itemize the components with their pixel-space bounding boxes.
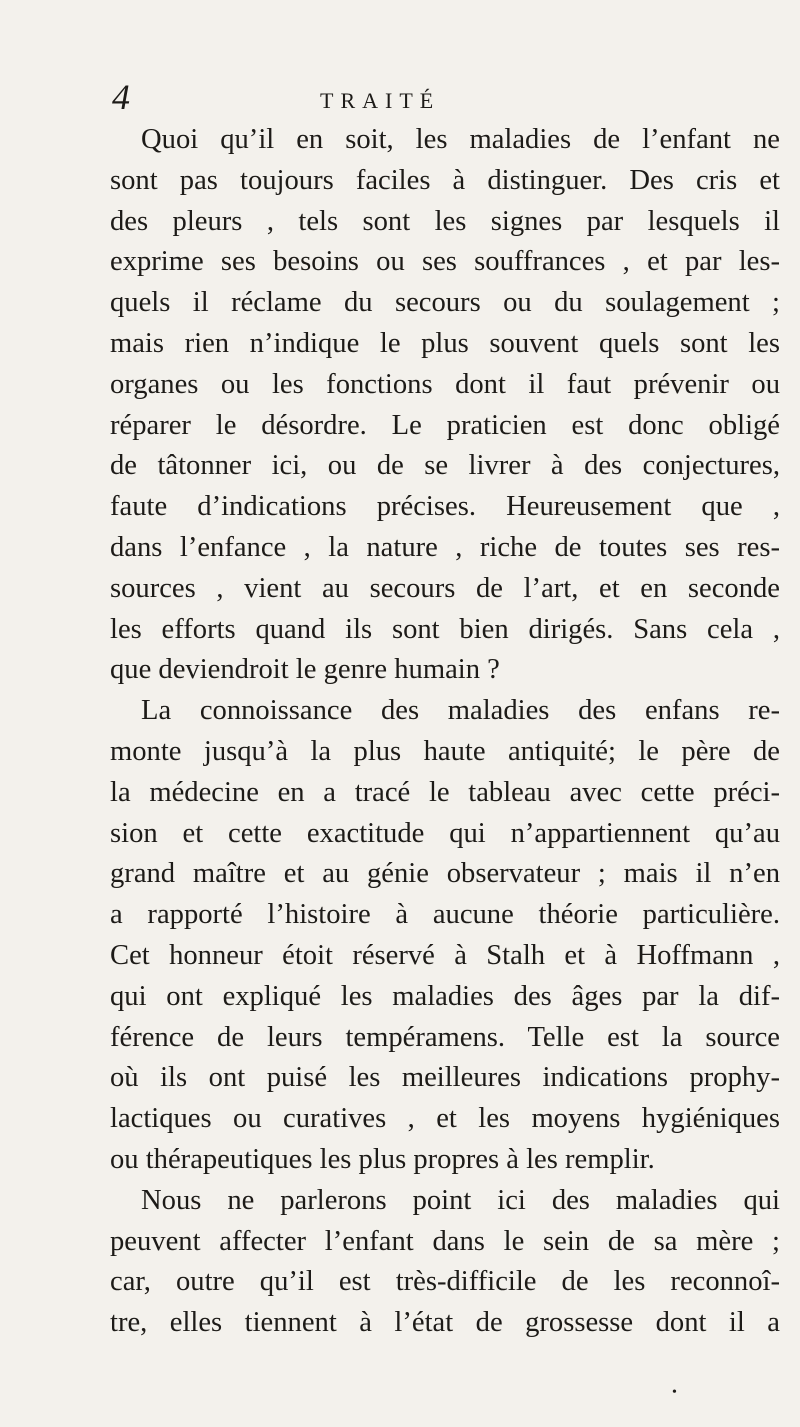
text-line: dans l’enfance , la nature , riche de toutes ses res- <box>110 531 780 563</box>
text-line: ou thérapeutiques les plus propres à les remplir. <box>110 1143 655 1175</box>
text-line: peuvent affecter l’enfant dans le sein de sa mère ; <box>110 1225 780 1257</box>
text-line: sources , vient au secours de l’art, et en seconde <box>110 572 780 604</box>
text-line: La connoissance des maladies des enfans re- <box>141 695 780 727</box>
text-line: où ils ont puisé les meilleures indications prophy- <box>110 1062 780 1094</box>
text-line: exprime ses besoins ou ses souffrances , et par les- <box>110 246 780 278</box>
text-line: réparer le désordre. Le praticien est donc obligé <box>110 409 780 441</box>
text-line: sion et cette exactitude qui n’appartiennent qu’au <box>110 817 780 849</box>
running-title: TRAITÉ <box>320 88 441 113</box>
text-line: Nous ne parlerons point ici des maladies qui <box>141 1184 780 1216</box>
text-line: mais rien n’indique le plus souvent quels sont les <box>110 327 780 359</box>
page-header <box>112 77 632 122</box>
text-line: que deviendroit le genre humain ? <box>110 654 500 686</box>
text-line: férence de leurs tempéramens. Telle est la source <box>110 1021 780 1053</box>
text-line: Quoi qu’il en soit, les maladies de l’enfant ne <box>141 124 780 155</box>
text-line: sont pas toujours faciles à distinguer. Des cris et <box>110 164 780 196</box>
printer-mark: • <box>672 1385 677 1400</box>
text-line: la médecine en a tracé le tableau avec cette préci- <box>110 776 780 808</box>
text-line: de tâtonner ici, ou de se livrer à des conjectures, <box>110 450 780 482</box>
text-line: tre, elles tiennent à l’état de grossesse dont il a <box>110 1307 780 1339</box>
text-line: quels il réclame du secours ou du soulagement ; <box>110 287 780 319</box>
text-line: des pleurs , tels sont les signes par lesquels il <box>110 205 780 237</box>
text-line: faute d’indications précises. Heureusement que , <box>110 491 780 523</box>
text-line: monte jusqu’à la plus haute antiquité; le père de <box>110 735 780 767</box>
body-text <box>110 120 780 1344</box>
text-line: qui ont expliqué les maladies des âges par la dif- <box>110 980 780 1012</box>
text-line: organes ou les fonctions dont il faut prévenir ou <box>110 368 780 400</box>
page-number: 4 <box>112 77 130 117</box>
text-line: lactiques ou curatives , et les moyens hygiéniques <box>110 1103 780 1135</box>
text-line: Cet honneur étoit réservé à Stalh et à Hoffmann , <box>110 939 780 971</box>
text-line: grand maître et au génie observateur ; mais il n’en <box>110 858 780 890</box>
text-line: a rapporté l’histoire à aucune théorie particulière. <box>110 899 780 931</box>
text-line: car, outre qu’il est très-difficile de les reconnoî- <box>110 1266 780 1298</box>
text-line: les efforts quand ils sont bien dirigés. Sans cela , <box>110 613 780 645</box>
